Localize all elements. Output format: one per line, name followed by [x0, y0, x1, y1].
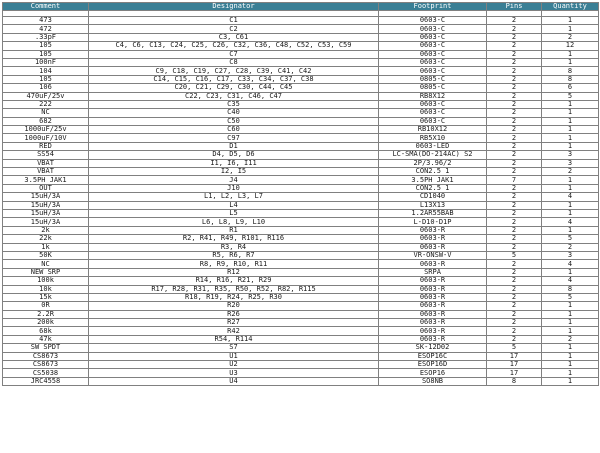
- pins-cell: 2: [487, 42, 542, 50]
- quantity-cell: 12: [542, 42, 599, 50]
- comment-cell: NEW SRP: [3, 268, 89, 276]
- quantity-cell: 3: [542, 151, 599, 159]
- column-header-quantity: Quantity: [542, 3, 599, 11]
- quantity-cell: 6: [542, 84, 599, 92]
- footprint-cell: CON2.5 1: [379, 184, 487, 192]
- table-row: [3, 226, 599, 234]
- footprint-cell: RB10X12: [379, 126, 487, 134]
- quantity-cell: 3: [542, 251, 599, 259]
- pins-cell: 2: [487, 134, 542, 142]
- designator-cell: R2, R41, R49, R101, R116: [89, 235, 379, 243]
- comment-cell: NC: [3, 260, 89, 268]
- designator-cell: C20, C21, C29, C30, C44, C45: [89, 84, 379, 92]
- quantity-cell: 4: [542, 260, 599, 268]
- comment-cell: 15uH/3A: [3, 201, 89, 209]
- table-row: [3, 251, 599, 259]
- comment-cell: 682: [3, 117, 89, 125]
- footprint-cell: 0603-C: [379, 33, 487, 41]
- table-row: [3, 84, 599, 92]
- table-row: [3, 151, 599, 159]
- pins-cell: 2: [487, 168, 542, 176]
- designator-cell: L4: [89, 201, 379, 209]
- quantity-cell: 4: [542, 277, 599, 285]
- comment-cell: CS8673: [3, 361, 89, 369]
- table-row: [3, 17, 599, 25]
- pins-cell: 2: [487, 243, 542, 251]
- pins-cell: 5: [487, 251, 542, 259]
- comment-cell: 1k: [3, 243, 89, 251]
- comment-cell: 22k: [3, 235, 89, 243]
- designator-cell: R54, R114: [89, 335, 379, 343]
- comment-cell: 50K: [3, 251, 89, 259]
- footprint-cell: L-D10-D1P: [379, 218, 487, 226]
- pins-cell: 17: [487, 352, 542, 360]
- comment-cell: JRC4558: [3, 377, 89, 385]
- comment-cell: 15uH/3A: [3, 209, 89, 217]
- pins-cell: 2: [487, 260, 542, 268]
- designator-cell: R8, R9, R10, R11: [89, 260, 379, 268]
- column-header-footprint: Footprint: [379, 3, 487, 11]
- quantity-cell: 1: [542, 117, 599, 125]
- footprint-cell: 0603-R: [379, 327, 487, 335]
- designator-cell: U4: [89, 377, 379, 385]
- pins-cell: 2: [487, 319, 542, 327]
- designator-cell: R1: [89, 226, 379, 234]
- quantity-cell: 1: [542, 352, 599, 360]
- quantity-cell: 1: [542, 100, 599, 108]
- table-row: [3, 209, 599, 217]
- footprint-cell: 0603-R: [379, 293, 487, 301]
- quantity-cell: 8: [542, 75, 599, 83]
- quantity-cell: 2: [542, 243, 599, 251]
- quantity-cell: 1: [542, 344, 599, 352]
- comment-cell: NC: [3, 109, 89, 117]
- table-row: [3, 268, 599, 276]
- quantity-cell: 1: [542, 176, 599, 184]
- comment-cell: OUT: [3, 184, 89, 192]
- table-row: [3, 33, 599, 41]
- comment-cell: CS8673: [3, 352, 89, 360]
- designator-cell: L5: [89, 209, 379, 217]
- designator-cell: C97: [89, 134, 379, 142]
- pins-cell: 2: [487, 218, 542, 226]
- table-row: [3, 319, 599, 327]
- quantity-cell: 1: [542, 201, 599, 209]
- pins-cell: 5: [487, 344, 542, 352]
- table-row: [3, 168, 599, 176]
- footprint-cell: 0603-R: [379, 235, 487, 243]
- designator-cell: C4, C6, C13, C24, C25, C26, C32, C36, C48, C52, C53, C59: [89, 42, 379, 50]
- quantity-cell: 4: [542, 218, 599, 226]
- table-row: [3, 117, 599, 125]
- quantity-cell: 1: [542, 377, 599, 385]
- table-row: [3, 109, 599, 117]
- footprint-cell: 0603-R: [379, 319, 487, 327]
- comment-cell: 15uH/3A: [3, 193, 89, 201]
- comment-cell: VBAT: [3, 159, 89, 167]
- pins-cell: 2: [487, 327, 542, 335]
- designator-cell: C1: [89, 17, 379, 25]
- designator-cell: R27: [89, 319, 379, 327]
- designator-cell: U1: [89, 352, 379, 360]
- quantity-cell: 3: [542, 159, 599, 167]
- comment-cell: 222: [3, 100, 89, 108]
- table-row: [3, 369, 599, 377]
- footprint-cell: 0603-C: [379, 17, 487, 25]
- quantity-cell: 1: [542, 142, 599, 150]
- table-row: [3, 58, 599, 66]
- quantity-cell: 1: [542, 369, 599, 377]
- footprint-cell: VR-ONSW-V: [379, 251, 487, 259]
- table-row: [3, 42, 599, 50]
- quantity-cell: 1: [542, 310, 599, 318]
- quantity-cell: 1: [542, 327, 599, 335]
- table-row: [3, 302, 599, 310]
- footprint-cell: 0603-R: [379, 310, 487, 318]
- comment-cell: .33pF: [3, 33, 89, 41]
- table-row: [3, 25, 599, 33]
- pins-cell: 2: [487, 17, 542, 25]
- designator-cell: R18, R19, R24, R25, R30: [89, 293, 379, 301]
- pins-cell: 2: [487, 335, 542, 343]
- footprint-cell: 0603-C: [379, 67, 487, 75]
- table-row: [3, 285, 599, 293]
- designator-cell: L1, L2, L3, L7: [89, 193, 379, 201]
- designator-cell: C50: [89, 117, 379, 125]
- designator-cell: I2, I5: [89, 168, 379, 176]
- footprint-cell: SO8NB: [379, 377, 487, 385]
- bom-table: [2, 2, 599, 386]
- footprint-cell: 0805-C: [379, 84, 487, 92]
- footprint-cell: 0603-R: [379, 226, 487, 234]
- pins-cell: 2: [487, 142, 542, 150]
- table-row: [3, 75, 599, 83]
- comment-cell: SS54: [3, 151, 89, 159]
- quantity-cell: 2: [542, 168, 599, 176]
- comment-cell: 15uH/3A: [3, 218, 89, 226]
- comment-cell: 1000uF/25v: [3, 126, 89, 134]
- pins-cell: 2: [487, 193, 542, 201]
- footprint-cell: 0603-LED: [379, 142, 487, 150]
- quantity-cell: 1: [542, 226, 599, 234]
- comment-cell: RED: [3, 142, 89, 150]
- designator-cell: R42: [89, 327, 379, 335]
- quantity-cell: 1: [542, 134, 599, 142]
- pins-cell: 2: [487, 310, 542, 318]
- footprint-cell: 0603-C: [379, 58, 487, 66]
- pins-cell: 7: [487, 176, 542, 184]
- footprint-cell: 0603-R: [379, 277, 487, 285]
- pins-cell: 2: [487, 109, 542, 117]
- table-row: [3, 176, 599, 184]
- footprint-cell: LC-SMA(DO-214AC) S2: [379, 151, 487, 159]
- footprint-cell: 2P/3.96/2: [379, 159, 487, 167]
- comment-cell: 472: [3, 25, 89, 33]
- pins-cell: 2: [487, 201, 542, 209]
- designator-cell: D4, D5, D6: [89, 151, 379, 159]
- quantity-cell: 1: [542, 25, 599, 33]
- comment-cell: SW SPDT: [3, 344, 89, 352]
- table-row: [3, 218, 599, 226]
- designator-cell: C9, C18, C19, C27, C28, C39, C41, C42: [89, 67, 379, 75]
- designator-cell: U2: [89, 361, 379, 369]
- column-header-designator: Designator: [89, 3, 379, 11]
- comment-cell: 470uF/25v: [3, 92, 89, 100]
- designator-cell: R3, R4: [89, 243, 379, 251]
- quantity-cell: 1: [542, 58, 599, 66]
- comment-cell: CS5038: [3, 369, 89, 377]
- quantity-cell: 5: [542, 293, 599, 301]
- table-row: [3, 243, 599, 251]
- table-row: [3, 310, 599, 318]
- designator-cell: I1, I6, I11: [89, 159, 379, 167]
- pins-cell: 2: [487, 235, 542, 243]
- designator-cell: S7: [89, 344, 379, 352]
- quantity-cell: 1: [542, 184, 599, 192]
- pins-cell: 2: [487, 277, 542, 285]
- table-row: [3, 50, 599, 58]
- quantity-cell: 2: [542, 335, 599, 343]
- footprint-cell: CON2.5 1: [379, 168, 487, 176]
- designator-cell: J10: [89, 184, 379, 192]
- designator-cell: C40: [89, 109, 379, 117]
- pins-cell: 2: [487, 92, 542, 100]
- pins-cell: 2: [487, 151, 542, 159]
- pins-cell: 2: [487, 75, 542, 83]
- pins-cell: 2: [487, 126, 542, 134]
- footprint-cell: 0603-C: [379, 25, 487, 33]
- footprint-cell: 3.5PH JAK1: [379, 176, 487, 184]
- footprint-cell: 0603-C: [379, 42, 487, 50]
- pins-cell: 2: [487, 25, 542, 33]
- footprint-cell: 0603-C: [379, 117, 487, 125]
- pins-cell: 2: [487, 58, 542, 66]
- quantity-cell: 4: [542, 193, 599, 201]
- pins-cell: 2: [487, 67, 542, 75]
- comment-cell: VBAT: [3, 168, 89, 176]
- bom-header: [3, 3, 599, 11]
- designator-cell: R17, R28, R31, R35, R50, R52, R82, R115: [89, 285, 379, 293]
- comment-cell: 200k: [3, 319, 89, 327]
- table-row: [3, 344, 599, 352]
- footprint-cell: 0603-C: [379, 109, 487, 117]
- footprint-cell: ESOP16C: [379, 352, 487, 360]
- table-row: [3, 293, 599, 301]
- designator-cell: R5, R6, R7: [89, 251, 379, 259]
- pins-cell: 17: [487, 369, 542, 377]
- footprint-cell: 0603-C: [379, 100, 487, 108]
- pins-cell: 2: [487, 268, 542, 276]
- table-row: [3, 377, 599, 385]
- footprint-cell: L13X13: [379, 201, 487, 209]
- comment-cell: 1000uF/10V: [3, 134, 89, 142]
- table-row: [3, 201, 599, 209]
- designator-cell: L6, L8, L9, L10: [89, 218, 379, 226]
- designator-cell: R26: [89, 310, 379, 318]
- comment-cell: 106: [3, 84, 89, 92]
- designator-cell: C2: [89, 25, 379, 33]
- table-row: [3, 100, 599, 108]
- table-row: [3, 327, 599, 335]
- pins-cell: 2: [487, 117, 542, 125]
- designator-cell: R20: [89, 302, 379, 310]
- column-header-pins: Pins: [487, 3, 542, 11]
- comment-cell: 100nF: [3, 58, 89, 66]
- pins-cell: 2: [487, 50, 542, 58]
- bom-table-container: [2, 2, 598, 386]
- designator-cell: R14, R16, R21, R29: [89, 277, 379, 285]
- quantity-cell: 1: [542, 17, 599, 25]
- designator-cell: U3: [89, 369, 379, 377]
- quantity-cell: 1: [542, 209, 599, 217]
- quantity-cell: 1: [542, 302, 599, 310]
- pins-cell: 2: [487, 285, 542, 293]
- comment-cell: 105: [3, 42, 89, 50]
- pins-cell: 2: [487, 209, 542, 217]
- comment-cell: 473: [3, 17, 89, 25]
- footprint-cell: 0603-R: [379, 335, 487, 343]
- comment-cell: 15k: [3, 293, 89, 301]
- footprint-cell: 0603-R: [379, 243, 487, 251]
- footprint-cell: 0603-R: [379, 285, 487, 293]
- footprint-cell: 0603-C: [379, 50, 487, 58]
- comment-cell: 10k: [3, 285, 89, 293]
- table-row: [3, 67, 599, 75]
- designator-cell: C3, C61: [89, 33, 379, 41]
- pins-cell: 2: [487, 100, 542, 108]
- comment-cell: 2k: [3, 226, 89, 234]
- quantity-cell: 1: [542, 126, 599, 134]
- comment-cell: 68k: [3, 327, 89, 335]
- designator-cell: C14, C15, C16, C17, C33, C34, C37, C38: [89, 75, 379, 83]
- quantity-cell: 1: [542, 361, 599, 369]
- footprint-cell: SK-12D02: [379, 344, 487, 352]
- table-row: [3, 277, 599, 285]
- table-row: [3, 361, 599, 369]
- table-row: [3, 126, 599, 134]
- designator-cell: C60: [89, 126, 379, 134]
- comment-cell: 0R: [3, 302, 89, 310]
- comment-cell: 2.2R: [3, 310, 89, 318]
- quantity-cell: 1: [542, 319, 599, 327]
- quantity-cell: 1: [542, 268, 599, 276]
- table-row: [3, 142, 599, 150]
- pins-cell: 2: [487, 302, 542, 310]
- designator-cell: J4: [89, 176, 379, 184]
- footprint-cell: 0603-R: [379, 302, 487, 310]
- pins-cell: 2: [487, 184, 542, 192]
- table-row: [3, 352, 599, 360]
- pins-cell: 8: [487, 377, 542, 385]
- designator-cell: C22, C23, C31, C46, C47: [89, 92, 379, 100]
- comment-cell: 100k: [3, 277, 89, 285]
- table-row: [3, 159, 599, 167]
- comment-cell: 47k: [3, 335, 89, 343]
- pins-cell: 2: [487, 293, 542, 301]
- table-row: [3, 193, 599, 201]
- footprint-cell: 0805-C: [379, 75, 487, 83]
- pins-cell: 2: [487, 226, 542, 234]
- designator-cell: C35: [89, 100, 379, 108]
- footprint-cell: 0603-R: [379, 260, 487, 268]
- quantity-cell: 8: [542, 285, 599, 293]
- pins-cell: 2: [487, 159, 542, 167]
- pins-cell: 2: [487, 33, 542, 41]
- footprint-cell: RB5X10: [379, 134, 487, 142]
- quantity-cell: 8: [542, 67, 599, 75]
- table-row: [3, 260, 599, 268]
- pins-cell: 17: [487, 361, 542, 369]
- designator-cell: C8: [89, 58, 379, 66]
- quantity-cell: 1: [542, 50, 599, 58]
- table-row: [3, 184, 599, 192]
- comment-cell: 105: [3, 75, 89, 83]
- footprint-cell: CD1040: [379, 193, 487, 201]
- quantity-cell: 5: [542, 235, 599, 243]
- bom-body: [3, 11, 599, 386]
- quantity-cell: 5: [542, 92, 599, 100]
- designator-cell: D1: [89, 142, 379, 150]
- footprint-cell: SRPA: [379, 268, 487, 276]
- designator-cell: C7: [89, 50, 379, 58]
- table-row: [3, 134, 599, 142]
- footprint-cell: ESOP16: [379, 369, 487, 377]
- table-row: [3, 235, 599, 243]
- footprint-cell: ESOP16D: [379, 361, 487, 369]
- quantity-cell: 1: [542, 109, 599, 117]
- table-row: [3, 335, 599, 343]
- footprint-cell: 1.2AR55BAB: [379, 209, 487, 217]
- pins-cell: 2: [487, 84, 542, 92]
- column-header-comment: Comment: [3, 3, 89, 11]
- header-row: [3, 3, 599, 11]
- footprint-cell: RB8X12: [379, 92, 487, 100]
- designator-cell: R12: [89, 268, 379, 276]
- quantity-cell: 2: [542, 33, 599, 41]
- table-row: [3, 92, 599, 100]
- comment-cell: 104: [3, 67, 89, 75]
- comment-cell: 3.5PH JAK1: [3, 176, 89, 184]
- comment-cell: 105: [3, 50, 89, 58]
